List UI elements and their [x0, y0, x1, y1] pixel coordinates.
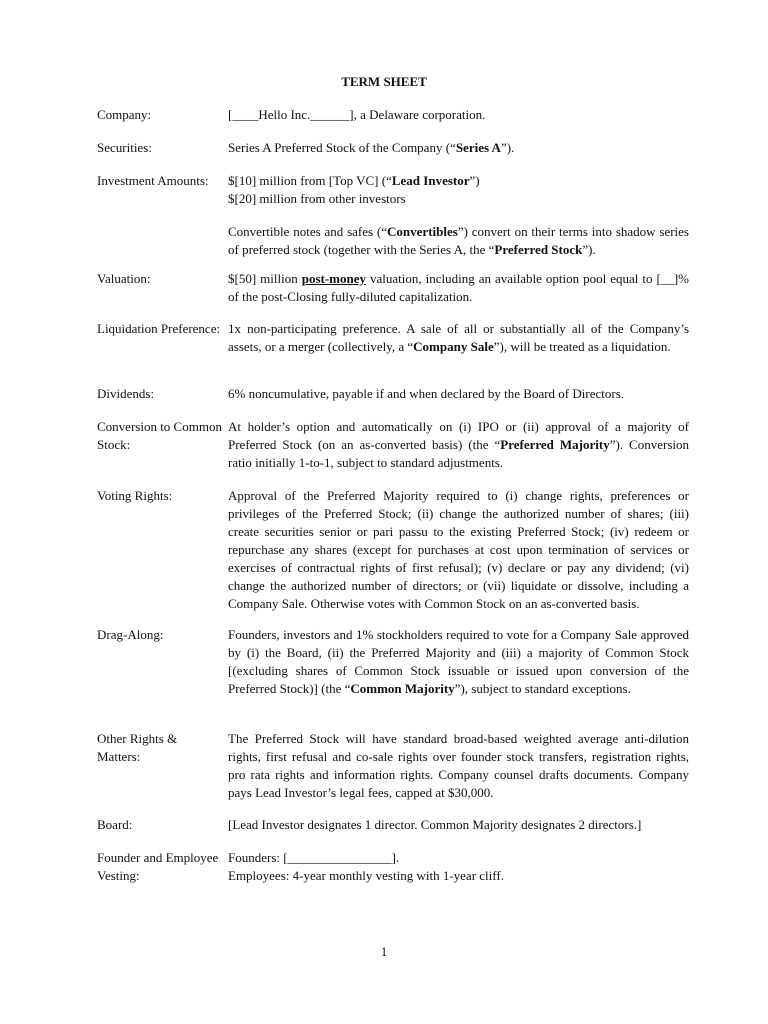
valuation-label: Valuation:: [97, 271, 151, 286]
conversion-text-end: ”). Conversion ratio initially 1-to-1, subject to standard adjustments.: [228, 437, 690, 470]
liquidation-text-end: ”), will be treated as a liquidation.: [493, 339, 671, 354]
drag-along-text: Founders, investors and 1% stockholders required to vote for a Company Sale approved by (i) the Board, (ii) the Preferred Majority and (iii) a majority of Common Stock [(excluding shares of Common Stock issuable or issued upon conversion of the Preferred Stock)] (the “: [228, 627, 689, 696]
vesting-label: Founder and Employee Vesting:: [97, 850, 219, 883]
dividends-label: Dividends:: [97, 386, 155, 401]
dividends-value: 6% noncumulative, payable if and when declared by the Board of Directors.: [228, 386, 624, 401]
convertibles-paragraph: [228, 223, 689, 259]
conversion-value: [228, 418, 689, 472]
securities-value: [228, 139, 689, 157]
other-rights-value: The Preferred Stock will have standard broad-based weighted average anti-dilution rights, first refusal and co-sale rights over founder stock transfers, registration rights, pro rata rights and information rights. Company counsel drafts documents. Company pays Lead Investor’s legal fees, capped at $30,000.: [228, 731, 689, 800]
other-rights-label: Other Rights & Matters:: [97, 731, 178, 764]
voting-value: Approval of the Preferred Majority required to (i) change rights, preferences or privileges of the Preferred Stock; (ii) change the authorized number of shares; (iii) create securities senior or pari passu to the existing Preferred Stock; (iv) redeem or repurchase any shares (except for purchases at cost upon termination of services or exercises of contractual rights of first refusal); (v) declare or pay any dividend; (vi) change the authorized number of directors; or (vii) liquidate or dissolve, including a Company Sale. Otherwise votes with Common Stock on an as-converted basis.: [228, 488, 689, 611]
drag-along-text-end: ”), subject to standard exceptions.: [454, 681, 631, 696]
investment-label: Investment Amounts:: [97, 173, 209, 188]
securities-label: Securities:: [97, 140, 152, 155]
liquidation-label: Liquidation Preference:: [97, 321, 221, 336]
vesting-value: [228, 849, 689, 885]
convertibles-term: Convertibles: [387, 224, 458, 239]
company-sale-term: Company Sale: [413, 339, 494, 354]
board-value: [Lead Investor designates 1 director. Common Majority designates 2 directors.]: [228, 817, 642, 832]
page-number: 1: [380, 944, 388, 959]
investment-line-1-text: $[10] million from [Top VC] (“: [228, 173, 392, 188]
company-value: [____Hello Inc.______], a Delaware corporation.: [228, 107, 486, 122]
investment-value: [228, 172, 689, 259]
securities-text: Series A Preferred Stock of the Company (“: [228, 140, 456, 155]
company-label: Company:: [97, 107, 152, 122]
drag-along-value: [228, 626, 689, 698]
document-title: TERM SHEET: [341, 74, 427, 89]
common-majority-term: Common Majority: [350, 681, 455, 696]
vesting-employees: Employees: 4-year monthly vesting with 1-year cliff.: [228, 868, 504, 883]
valuation-text-end: valuation, including an available option pool equal to [__]% of the post-Closing fully-diluted capitalization.: [228, 271, 689, 304]
investment-line-1-end: ”): [469, 173, 480, 188]
preferred-majority-term: Preferred Majority: [500, 437, 610, 452]
conversion-text: At holder’s option and automatically on (i) IPO or (ii) approval of a majority of Preferred Stock (on an as-converted basis) (the “: [228, 419, 689, 452]
lead-investor-term: Lead Investor: [391, 173, 470, 188]
vesting-founders: Founders: [________________].: [228, 850, 400, 865]
board-label: Board:: [97, 817, 133, 832]
valuation-text: $[50] million: [228, 271, 302, 286]
drag-along-label: Drag-Along:: [97, 627, 164, 642]
securities-text-end: ”).: [500, 140, 515, 155]
preferred-stock-term: Preferred Stock: [494, 242, 583, 257]
voting-label: Voting Rights:: [97, 488, 173, 503]
conversion-label: Conversion to Common Stock:: [97, 419, 222, 452]
liquidation-value: [228, 320, 689, 356]
liquidation-text: 1x non-participating preference. A sale of all or substantially all of the Company’s assets, or a merger (collectively, a “: [228, 321, 689, 354]
investment-line-2: $[20] million from other investors: [228, 191, 406, 206]
series-a-term: Series A: [455, 140, 501, 155]
investment-line-1: [228, 172, 689, 190]
convertibles-text-mid: ”) convert on their terms into shadow series of preferred stock (together with the Series A, the “: [228, 224, 689, 257]
convertibles-text-end: ”).: [582, 242, 596, 257]
post-money-term: post-money: [301, 271, 366, 286]
valuation-value: [228, 270, 689, 306]
convertibles-text: Convertible notes and safes (“: [228, 224, 388, 239]
